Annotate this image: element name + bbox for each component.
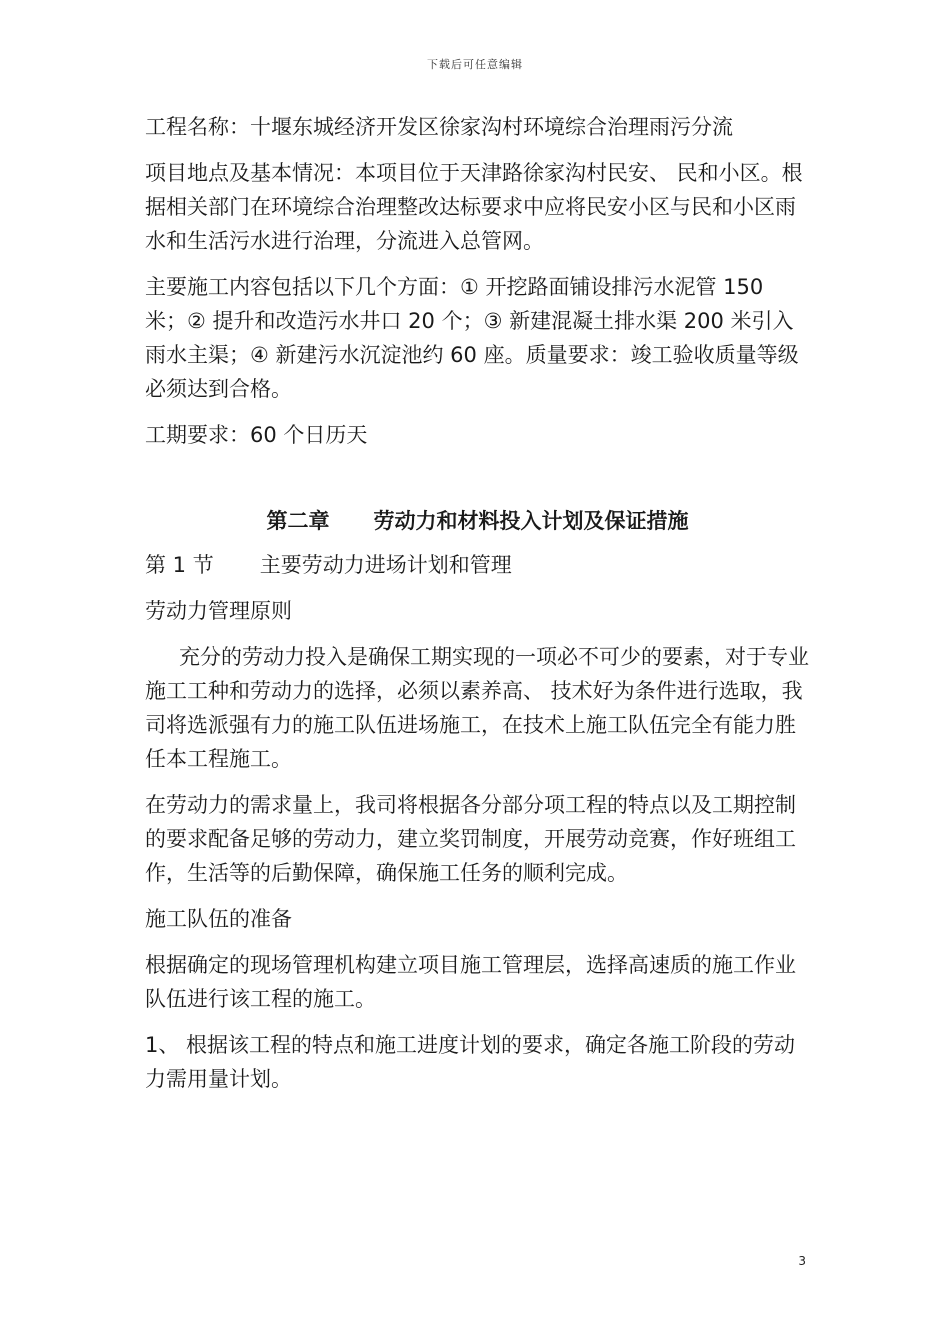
list-item-1: 1、 根据该工程的特点和施工进度计划的要求，确定各施工阶段的劳动力需用量计划。 <box>145 1033 796 1091</box>
schedule-paragraph: 工期要求：60 个日历天 <box>145 423 368 447</box>
subheading-labor-principles: 劳动力管理原则 <box>145 599 292 623</box>
subheading-team-preparation: 施工队伍的准备 <box>145 907 292 931</box>
labor-input-paragraph: 充分的劳动力投入是确保工期实现的一项必不可少的要素，对于专业施工工种和劳动力的选择，必须以素养高、 技术好为条件进行选取，我司将选派强有力的施工队伍进场施工，在技术上施工队伍完全有能力胜任本工程施工。 <box>145 645 809 771</box>
chapter-number: 第二章 <box>266 509 330 533</box>
page-number: 3 <box>798 1254 806 1268</box>
document-body <box>145 110 810 1108</box>
chapter-heading <box>145 504 810 538</box>
section-title: 主要劳动力进场计划和管理 <box>259 553 512 577</box>
team-selection-paragraph: 根据确定的现场管理机构建立项目施工管理层，选择高速质的施工作业队伍进行该工程的施工。 <box>145 953 796 1011</box>
construction-content-paragraph: 主要施工内容包括以下几个方面：① 开挖路面铺设排污水泥管 150 米；② 提升和改造污水井口 20 个；③ 新建混凝土排水渠 200 米引入雨水主渠；④ 新建污水沉淀池约 60 座。质量要求：竣工验收质量等级必须达到合格。 <box>145 275 799 401</box>
project-location-paragraph: 项目地点及基本情况：本项目位于天津路徐家沟村民安、 民和小区。根据相关部门在环境综合治理整改达标要求中应将民安小区与民和小区雨水和生活污水进行治理，分流进入总管网。 <box>145 161 803 253</box>
section-number: 第 1 节 <box>145 553 214 577</box>
labor-demand-paragraph: 在劳动力的需求量上，我司将根据各分部分项工程的特点以及工期控制的要求配备足够的劳动力，建立奖罚制度，开展劳动竞赛，作好班组工作，生活等的后勤保障，确保施工任务的顺利完成。 <box>145 793 796 885</box>
page-header: 下载后可任意编辑 <box>427 58 523 71</box>
section-heading <box>145 548 810 582</box>
chapter-title: 劳动力和材料投入计划及保证措施 <box>373 509 689 533</box>
project-name-paragraph: 工程名称：十堰东城经济开发区徐家沟村环境综合治理雨污分流 <box>145 115 733 139</box>
